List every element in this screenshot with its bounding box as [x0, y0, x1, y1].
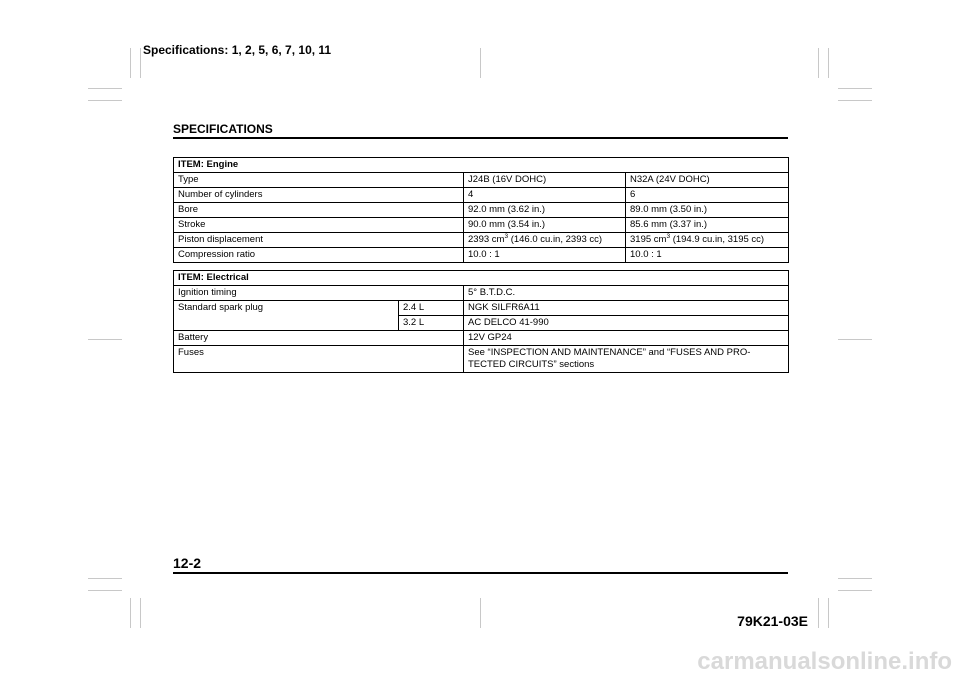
- row-value-n32a: 10.0 : 1: [626, 248, 789, 263]
- row-label: Ignition timing: [174, 286, 464, 301]
- row-value-j24b: 92.0 mm (3.62 in.): [464, 203, 626, 218]
- table-row: [174, 301, 789, 316]
- row-sublabel: 2.4 L: [399, 301, 464, 316]
- row-value-n32a: N32A (24V DOHC): [626, 173, 789, 188]
- row-label: Piston displacement: [174, 233, 464, 248]
- table-row: [174, 331, 789, 346]
- document-code: 79K21-03E: [737, 613, 808, 629]
- value-text: (146.0 cu.in, 2393 cc): [508, 234, 603, 245]
- page-title: SPECIFICATIONS: [173, 122, 273, 136]
- value-superscript: 3: [666, 232, 671, 240]
- table-row: [174, 233, 789, 248]
- row-label: Compression ratio: [174, 248, 464, 263]
- row-value-n32a: [626, 233, 789, 248]
- crop-mark: [88, 100, 122, 101]
- row-value-n32a: 6: [626, 188, 789, 203]
- title-rule: [173, 137, 788, 139]
- table-row: [174, 248, 789, 263]
- crop-mark: [838, 339, 872, 340]
- crop-mark: [88, 578, 122, 579]
- electrical-table-title: ITEM: Electrical: [174, 271, 789, 286]
- table-header-row: [174, 158, 789, 173]
- row-label: Stroke: [174, 218, 464, 233]
- electrical-spec-table: [173, 270, 789, 373]
- table-row: [174, 346, 789, 373]
- engine-spec-table: [173, 157, 789, 263]
- value-superscript: 3: [504, 232, 509, 240]
- crop-mark: [88, 590, 122, 591]
- row-value-j24b: 4: [464, 188, 626, 203]
- crop-mark: [838, 578, 872, 579]
- row-value-n32a: 89.0 mm (3.50 in.): [626, 203, 789, 218]
- value-text: 3195 cm: [630, 234, 667, 245]
- value-text: 2393 cm: [468, 234, 505, 245]
- crop-mark: [130, 48, 131, 78]
- row-value-n32a: 85.6 mm (3.37 in.): [626, 218, 789, 233]
- row-label: Battery: [174, 331, 464, 346]
- crop-mark: [88, 88, 122, 89]
- watermark: carmanualsonline.info: [697, 648, 952, 675]
- crop-mark: [828, 48, 829, 78]
- crop-mark: [140, 48, 141, 78]
- row-label: Fuses: [174, 346, 464, 373]
- row-value-j24b: [464, 233, 626, 248]
- crop-mark: [838, 100, 872, 101]
- row-label: Type: [174, 173, 464, 188]
- crop-mark: [838, 590, 872, 591]
- crop-mark: [88, 339, 122, 340]
- crop-mark: [480, 48, 481, 78]
- spec-range-header: Specifications: 1, 2, 5, 6, 7, 10, 11: [143, 43, 332, 57]
- row-value-j24b: 90.0 mm (3.54 in.): [464, 218, 626, 233]
- row-value: [464, 346, 789, 373]
- row-sublabel: 3.2 L: [399, 316, 464, 331]
- table-row: [174, 218, 789, 233]
- row-label: Standard spark plug: [174, 301, 399, 331]
- table-header-row: [174, 271, 789, 286]
- table-row: [174, 203, 789, 218]
- table-row: [174, 286, 789, 301]
- crop-mark: [818, 48, 819, 78]
- value-text: (194.9 cu.in, 3195 cc): [670, 234, 765, 245]
- row-label: Bore: [174, 203, 464, 218]
- row-value-j24b: 10.0 : 1: [464, 248, 626, 263]
- footer-rule: [173, 572, 788, 574]
- crop-mark: [140, 598, 141, 628]
- fuses-text-line: See “INSPECTION AND MAINTENANCE” and “FUSES AND PRO-: [468, 347, 751, 358]
- engine-table-title: ITEM: Engine: [174, 158, 789, 173]
- row-value-j24b: J24B (16V DOHC): [464, 173, 626, 188]
- row-value: 12V GP24: [464, 331, 789, 346]
- crop-mark: [818, 598, 819, 628]
- page-number: 12-2: [173, 555, 202, 571]
- crop-mark: [828, 598, 829, 628]
- fuses-text-line: TECTED CIRCUITS” sections: [468, 359, 595, 370]
- table-row: [174, 173, 789, 188]
- row-value: 5° B.T.D.C.: [464, 286, 789, 301]
- crop-mark: [838, 88, 872, 89]
- row-label: Number of cylinders: [174, 188, 464, 203]
- table-row: [174, 188, 789, 203]
- row-value: AC DELCO 41-990: [464, 316, 789, 331]
- crop-mark: [130, 598, 131, 628]
- row-value: NGK SILFR6A11: [464, 301, 789, 316]
- crop-mark: [480, 598, 481, 628]
